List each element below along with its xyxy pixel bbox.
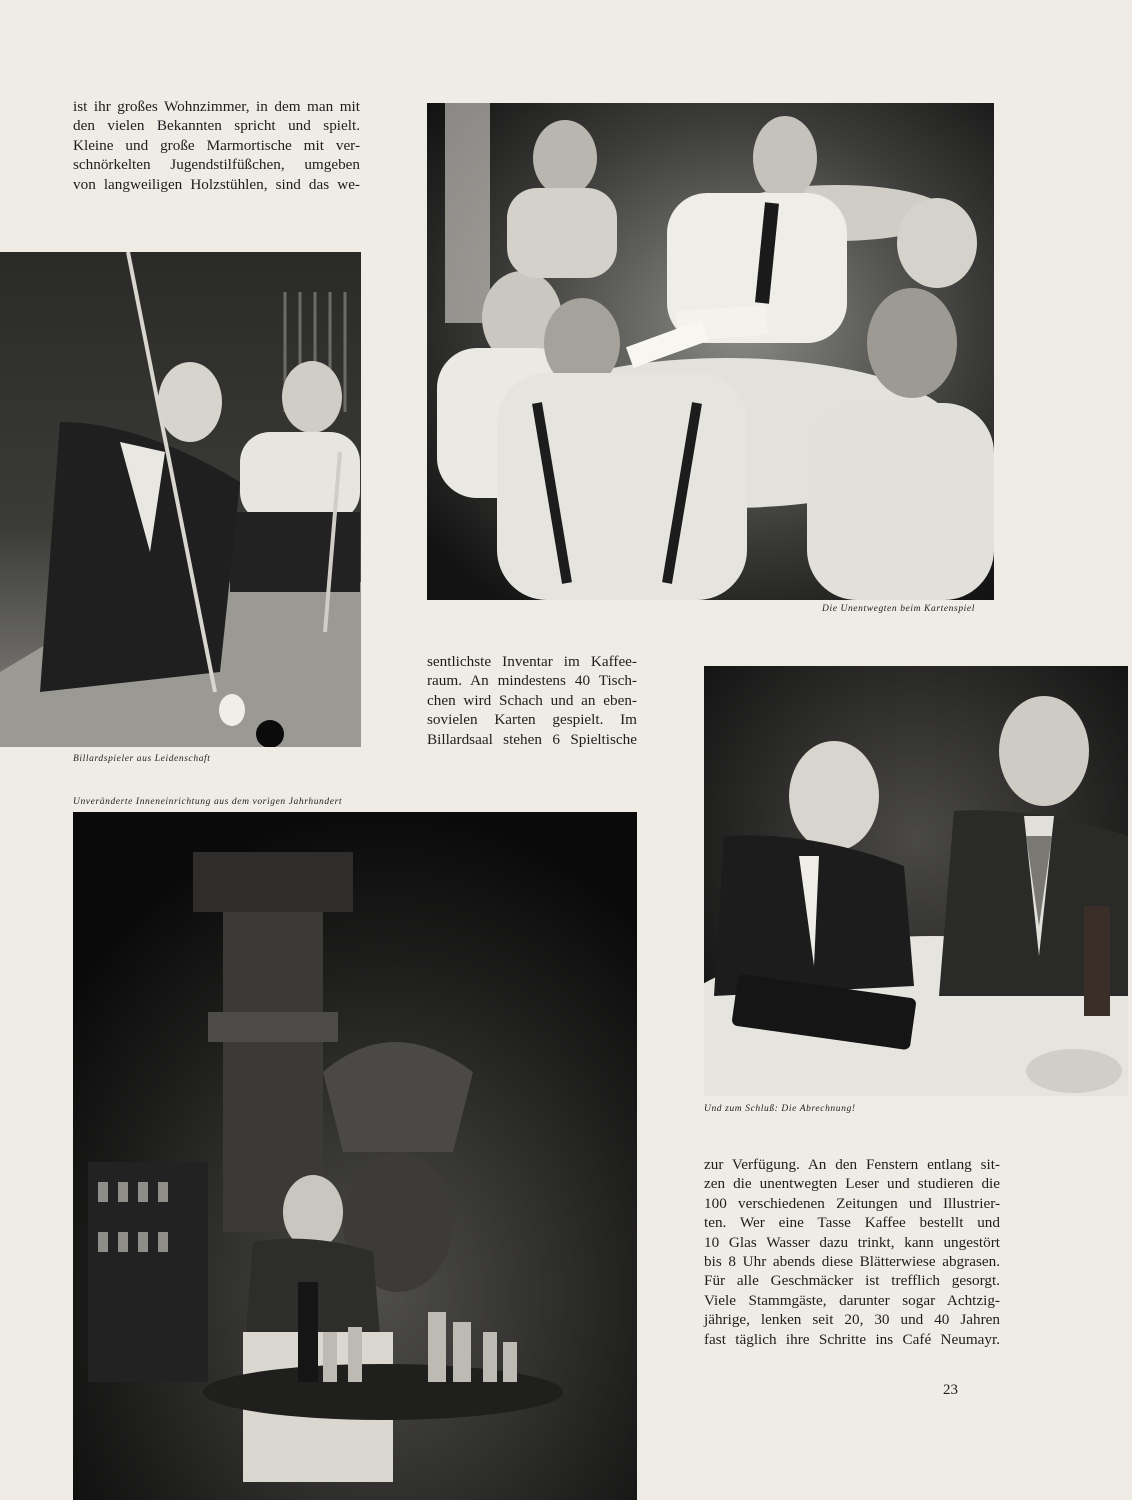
text-line: chen wird Schach und an eben- [427,691,637,709]
caption-interior: Unveränderte Inneneinrichtung aus dem vorigen Jahrhundert [73,797,343,807]
text-line: 10 Glas Wasser dazu trinkt, kann ungestört [704,1233,1000,1251]
photo-card-players [427,103,994,600]
photo-billiards [0,252,361,747]
photo-accounting [704,666,1128,1096]
page-number: 23 [943,1382,958,1398]
text-line: schnörkelten Jugendstilfüßchen, umgeben [73,156,360,174]
text-line: 100 verschiedenen Zeitungen und Illustrier- [704,1194,1000,1212]
photo-interior [73,812,637,1500]
text-line: ten. Wer eine Tasse Kaffee bestellt und [704,1214,1000,1232]
text-line: fast täglich ihre Schritte ins Café Neumayr. [704,1330,1000,1348]
caption-accounting: Und zum Schluß: Die Abrechnung! [704,1104,856,1114]
text-line: bis 8 Uhr abends diese Blätterwiese abgrasen. [704,1253,1000,1271]
caption-card-players: Die Unentwegten beim Kartenspiel [822,604,975,614]
text-line: zur Verfügung. An den Fenstern entlang sit- [704,1156,1000,1173]
intro-paragraph [73,97,360,194]
text-line: Billardsaal stehen 6 Spieltische [427,730,637,748]
middle-paragraph [427,652,637,749]
text-line: Kleine und große Marmortische mit ver- [73,136,360,154]
text-line: zen die unentwegten Leser und studieren die [704,1175,1000,1193]
text-line: jährige, lenken seit 20, 30 und 40 Jahren [704,1311,1000,1329]
text-line: raum. An mindestens 40 Tisch- [427,672,637,690]
text-line: von langweiligen Holzstühlen, sind das we- [73,175,360,193]
caption-billiards: Billardspieler aus Leidenschaft [73,754,211,764]
text-line: ist ihr großes Wohnzimmer, in dem man mit [73,98,360,115]
text-line: sentlichste Inventar im Kaffee- [427,653,637,670]
text-line: Viele Stammgäste, darunter sogar Achtzig- [704,1291,1000,1309]
text-line: sovielen Karten gespielt. Im [427,711,637,729]
closing-paragraph [704,1155,1000,1349]
text-line: Für alle Geschmäcker ist trefflich gesorgt. [704,1272,1000,1290]
text-line: den vielen Bekannten spricht und spielt. [73,117,360,135]
